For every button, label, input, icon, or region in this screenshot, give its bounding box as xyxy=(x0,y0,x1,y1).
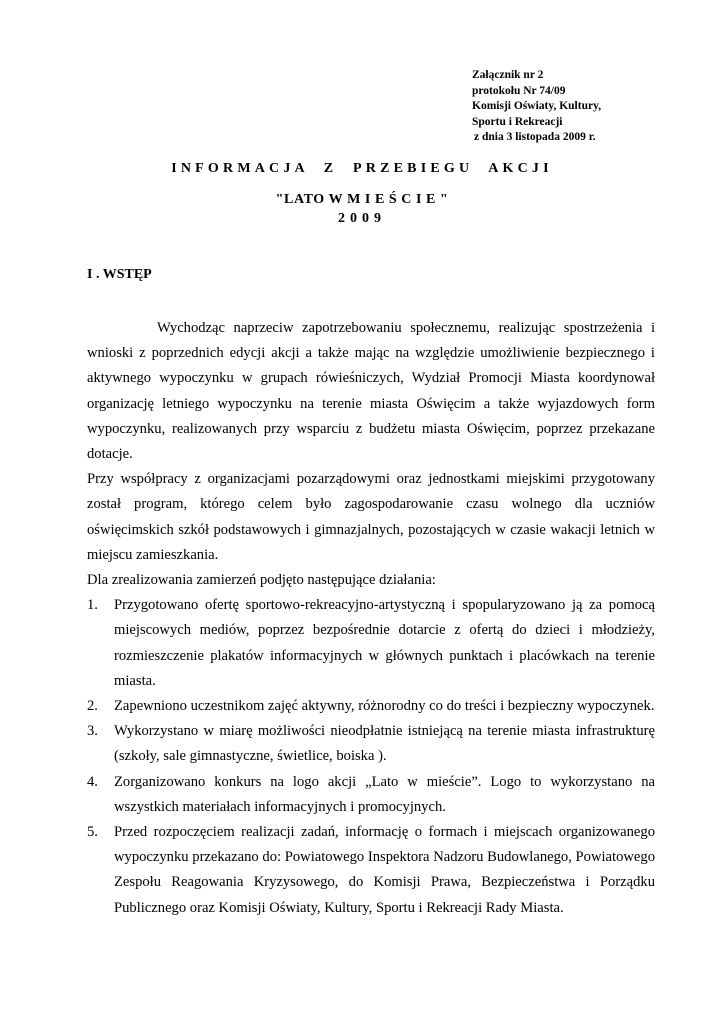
annex-date-line: z dnia 3 listopada 2009 r. xyxy=(474,131,596,144)
paragraph-intro: Wychodząc naprzeciw zapotrzebowaniu społecznemu, realizując spostrzeżenia i wnioski z poprzednich edycji akcji a także mając na względzie umożliwienie bezpiecznego i aktywnego wypoczynku w grupach rówieśniczych, Wydział Promocji Miasta koordynował organizację letniego wypoczynku na terenie miasta Oświęcim a także wyjazdowych form wypoczynku, realizowanych przy wsparciu z budżetu miasta Oświęcim, poprzez przekazane dotacje. xyxy=(87,320,655,463)
list-item-number: 4. xyxy=(87,773,98,790)
list-item-text: Przed rozpoczęciem realizacji zadań, informację o formach i miejscach organizowanego wypoczynku przekazano do: Powiatowego Inspektora Nadzoru Budowlanego, Powiatowego Zespołu Reagowania Kryzysowego, do Komisji Prawa, Bezpieczeństwa i Porządku Publicznego oraz Komisji Oświaty, Kultury, Sportu i Rekreacji Rady Miasta. xyxy=(114,824,655,916)
document-title: INFORMACJA Z PRZEBIEGU AKCJI xyxy=(171,161,553,176)
subtitle-prefix: "LATO W xyxy=(275,192,348,207)
list-item xyxy=(87,770,655,820)
list-item-text: Przygotowano ofertę sportowo-rekreacyjno-artystyczną i spopularyzowano ją za pomocą miejscowych mediów, poprzez bezpośrednie dotarcie z ofertą do dzieci i młodzieży, rozmieszczenie plakatów informacyjnych w głównych punktach i placówkach na terenie miasta. xyxy=(114,597,655,689)
document-year: 2009 xyxy=(338,211,386,226)
paragraph-program: Przy współpracy z organizacjami pozarządowymi oraz jednostkami miejskimi przygotowany został program, którego celem było zagospodarowanie czasu wolnego dla uczniów oświęcimskich szkół podstawowych i gimnazjalnych, pozostających w czasie wakacji letnich w miejscu zamieszkania. xyxy=(87,471,655,563)
list-item-text: Zapewniono uczestnikom zajęć aktywny, różnorodny co do treści i bezpieczny wypoczynek. xyxy=(114,698,655,715)
list-item-number: 5. xyxy=(87,824,98,841)
annex-line: Sportu i Rekreacji xyxy=(472,115,563,128)
list-item-number: 2. xyxy=(87,698,98,715)
list-item-number: 1. xyxy=(87,597,98,614)
list-item-text: Wykorzystano w miarę możliwości nieodpłatnie istniejącą na terenie miasta infrastrukturę (szkoły, sale gimnastyczne, świetlice, boiska ). xyxy=(114,723,655,765)
list-item xyxy=(87,593,655,694)
list-item xyxy=(87,719,655,769)
annex-line: protokołu Nr 74/09 xyxy=(472,84,566,97)
document-body xyxy=(87,316,655,921)
list-item xyxy=(87,694,655,719)
annex-line: Załącznik nr 2 xyxy=(472,69,544,81)
subtitle-spaced-word: MIEŚCIE xyxy=(347,192,440,207)
section-heading: I . WSTĘP xyxy=(87,267,152,282)
annex-line: Komisji Oświaty, Kultury, xyxy=(472,100,602,113)
annex-header xyxy=(472,68,601,146)
list-item xyxy=(87,820,655,921)
paragraph-actions-lead: Dla zrealizowania zamierzeń podjęto następujące działania: xyxy=(87,572,436,589)
actions-list xyxy=(87,593,655,921)
document-subtitle xyxy=(0,192,724,208)
list-item-text: Zorganizowano konkurs na logo akcji „Lato w mieście”. Logo to wykorzystano na wszystkich materiałach informacyjnych i promocyjnych. xyxy=(114,773,655,815)
subtitle-suffix: " xyxy=(439,192,449,207)
list-item-number: 3. xyxy=(87,723,98,740)
